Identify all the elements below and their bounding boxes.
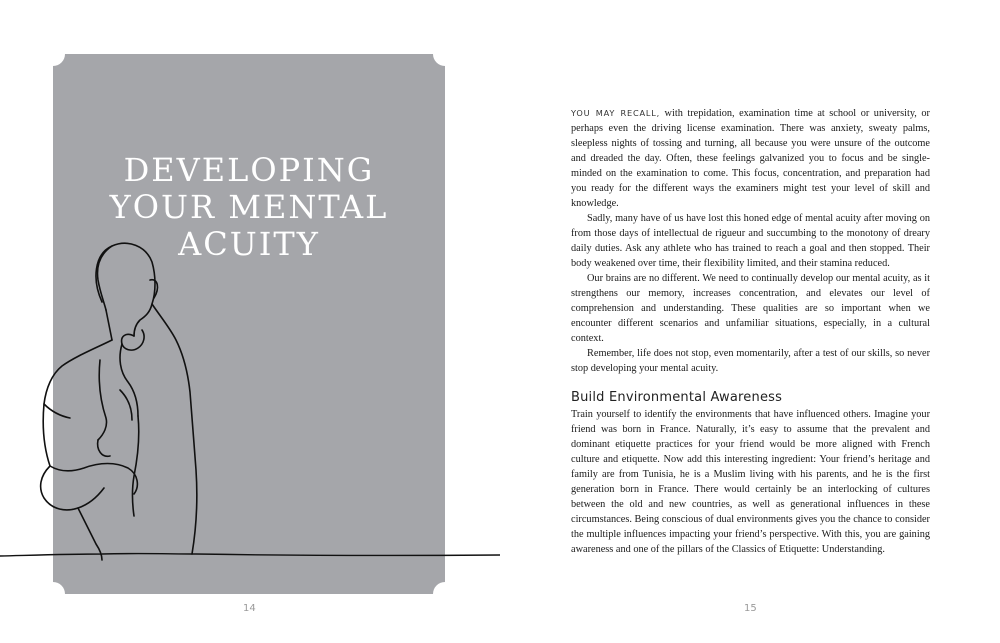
body-paragraph-3: Our brains are no different. We need to continually develop our mental acuity, as it strengthens our memory, increases concentration, and elevates our level of comprehension and understanding. These qualities are so important when we encounter different scenarios and unfamiliar situations, especially, in a cultural context.	[571, 273, 930, 344]
section-paragraph: Train yourself to identify the environments that have influenced others. Imagine your friend was born in France. Naturally, it’s easy to assume that the prevalent and dominant etiquette practices for your friend would be more aligned with French culture and etiquette. Now add this interesting ingredient: Your friend’s heritage and family are from Tunisia, he is a Muslim living with his parents, and he is the first generation born in France. There would certainly be an interlocking of cultures between the old and new countries, as well as generational influences in these circumstances. Being conscious of dual environments gives you the chance to consider the multiple influences impacting your friend’s perspective. With this, you are gaining awareness and one of the pillars of the Classics of Etiquette: Understanding.	[571, 409, 930, 555]
lead-in-smallcaps: YOU MAY RECALL,	[571, 108, 661, 118]
page-number-left: 14	[243, 603, 256, 614]
chapter-title-line-1: DEVELOPING	[123, 151, 375, 189]
thinking-man-line-art	[0, 240, 500, 570]
body-paragraph-1-text: with trepidation, examination time at school or university, or perhaps even the driving license examination. There was anxiety, sweaty palms, sleepless nights of tossing and turning, all because you were unsure of the outcome and dreaded the day. Often, these feelings galvanized you to focus and be single-minded on the examination to come. This focus, concentration, and preparation had you ready for the different ways the examiners might test your level of skill and knowledge.	[571, 108, 930, 209]
chapter-title-line-3: ACUITY	[178, 225, 320, 263]
chapter-title-line-2: YOUR MENTAL	[109, 188, 389, 226]
body-text	[571, 106, 930, 557]
section-heading: Build Environmental Awareness	[571, 390, 783, 405]
body-paragraph-4: Remember, life does not stop, even momentarily, after a test of our skills, so never stop developing your mental acuity.	[571, 348, 930, 374]
body-paragraph-1	[571, 106, 930, 211]
body-paragraph-2: Sadly, many have of us have lost this honed edge of mental acuity after moving on from those days of intellectual de rigueur and succumbing to the monotony of dreary daily duties. Ask any athlete who has trained to reach a goal and then stopped. Their body weakened over time, their flexibility limited, and their stamina reduced.	[571, 213, 930, 269]
page-number-right: 15	[744, 603, 757, 614]
